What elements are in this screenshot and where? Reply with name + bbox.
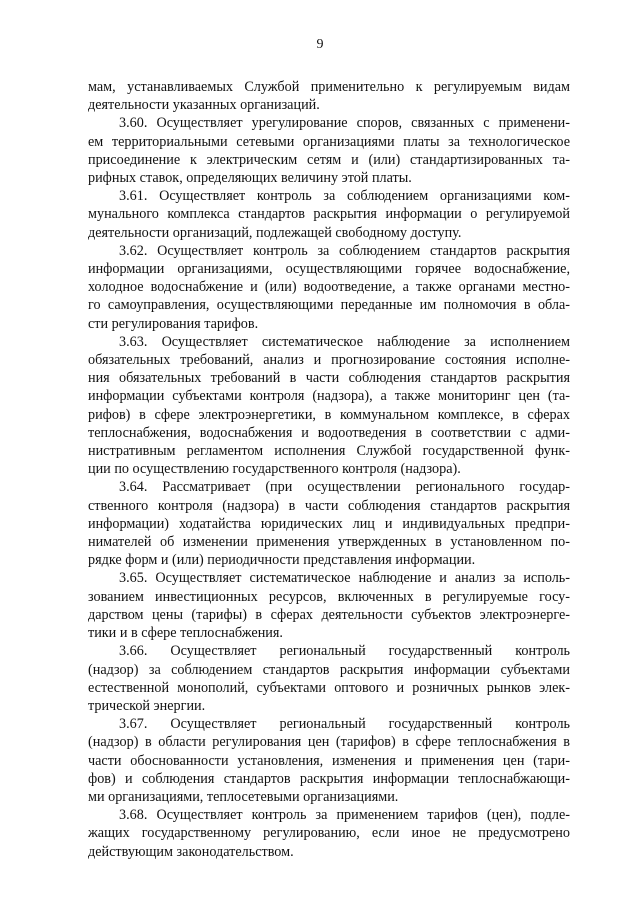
text-line: (надзор) за соблюдением стандартов раскрытия информации субъектами bbox=[88, 661, 570, 678]
text-line: 3.61. Осуществляет контроль за соблюдением организациями ком- bbox=[119, 188, 570, 205]
text-line: 3.62. Осуществляет контроль за соблюдением стандартов раскрытия bbox=[119, 242, 570, 259]
text-line: ственного контроля (надзора) в части соблюдения стандартов раскрытия bbox=[88, 497, 570, 514]
page-number: 9 bbox=[316, 37, 324, 52]
paragraph-3-64 bbox=[88, 478, 570, 569]
text-line: жащих государственному регулированию, если иное не предусмотрено bbox=[88, 825, 570, 842]
text-line: обязательных требований, анализ и прогнозирование состояния исполне- bbox=[88, 352, 570, 369]
paragraph-cont bbox=[88, 78, 570, 114]
text-line: 3.68. Осуществляет контроль за применением тарифов (цен), подле- bbox=[119, 807, 570, 824]
paragraph-3-63 bbox=[88, 333, 570, 479]
paragraph-3-62 bbox=[88, 242, 570, 333]
text-line: тики и в сфере теплоснабжения. bbox=[88, 625, 283, 642]
text-line: рифов) в сфере электроэнергетики, в коммунальном комплексе, в сферах bbox=[88, 406, 570, 423]
paragraph-3-67 bbox=[88, 715, 570, 806]
text-line: (надзор) в области регулирования цен (тарифов) в сфере теплоснабжения в bbox=[88, 734, 570, 751]
paragraph-3-61 bbox=[88, 187, 570, 242]
text-line: деятельности указанных организаций. bbox=[88, 97, 320, 114]
text-line: действующим законодательством. bbox=[88, 843, 294, 860]
text-line: естественной монополий, субъектами оптового и розничных рынков элек- bbox=[88, 679, 570, 696]
text-line: информации) ходатайства юридических лиц и индивидуальных предпри- bbox=[88, 515, 570, 532]
text-line: ния обязательных требований в части соблюдения стандартов раскрытия bbox=[88, 370, 570, 387]
text-line: 3.64. Рассматривает (при осуществлении регионального государ- bbox=[119, 479, 570, 496]
text-line: мунального комплекса стандартов раскрытия информации о регулируемой bbox=[88, 206, 570, 223]
text-line: трической энергии. bbox=[88, 697, 206, 714]
text-line: го самоуправления, осуществляющими переданные им полномочия в обла- bbox=[88, 297, 570, 314]
text-line: рифных ставок, определяющих величину этой платы. bbox=[88, 170, 412, 187]
text-line: присоединение к электрическим сетям и (или) стандартизированных та- bbox=[88, 151, 570, 168]
paragraph-3-65 bbox=[88, 569, 570, 642]
text-line: 3.67. Осуществляет региональный государственный контроль bbox=[119, 716, 570, 733]
text-line: сти регулирования тарифов. bbox=[88, 315, 259, 332]
text-line: дарством цены (тарифы) в сферах деятельности субъектов электроэнерге- bbox=[88, 606, 570, 623]
text-line: мам, устанавливаемых Службой применительно к регулируемым видам bbox=[88, 79, 570, 95]
text-line: части обоснованности установления, изменения и применения цен (тари- bbox=[88, 752, 570, 769]
text-line: ем территориальными сетевыми организациями платы за технологическое bbox=[88, 133, 570, 150]
text-line: 3.60. Осуществляет урегулирование споров, связанных с применени- bbox=[119, 115, 570, 132]
text-line: информации субъектами контроля (надзора), а также мониторинг цен (та- bbox=[88, 388, 570, 405]
text-line: нистративным регламентом исполнения Службой государственной функ- bbox=[88, 443, 570, 460]
document-body bbox=[88, 78, 570, 861]
text-line: фов) и соблюдения стандартов раскрытия информации теплоснабжающи- bbox=[88, 770, 570, 787]
text-line: деятельности организаций, подлежащей свободному доступу. bbox=[88, 224, 462, 241]
text-line: 3.63. Осуществляет систематическое наблюдение за исполнением bbox=[119, 333, 570, 350]
text-line: зованием инвестиционных ресурсов, включенных в регулируемые госу- bbox=[88, 588, 570, 605]
text-line: ции по осуществлению государственного контроля (надзора). bbox=[88, 461, 461, 478]
paragraph-3-66 bbox=[88, 642, 570, 715]
paragraph-3-68 bbox=[88, 806, 570, 861]
text-line: холодное водоснабжение и (или) водоотведение, а также органами местно- bbox=[88, 279, 570, 296]
text-line: ми организациями, теплосетевыми организациями. bbox=[88, 788, 399, 805]
text-line: теплоснабжения, водоснабжения и водоотведения в соответствии с адми- bbox=[88, 424, 570, 441]
text-line: рядке форм и (или) периодичности представления информации. bbox=[88, 552, 476, 569]
text-line: 3.66. Осуществляет региональный государственный контроль bbox=[119, 643, 570, 660]
text-line: информации организациями, осуществляющими горячее водоснабжение, bbox=[88, 261, 570, 278]
text-line: 3.65. Осуществляет систематическое наблюдение и анализ за исполь- bbox=[119, 570, 570, 587]
text-line: нимателей об изменении применения утвержденных в установленном по- bbox=[88, 534, 570, 551]
paragraph-3-60 bbox=[88, 114, 570, 187]
